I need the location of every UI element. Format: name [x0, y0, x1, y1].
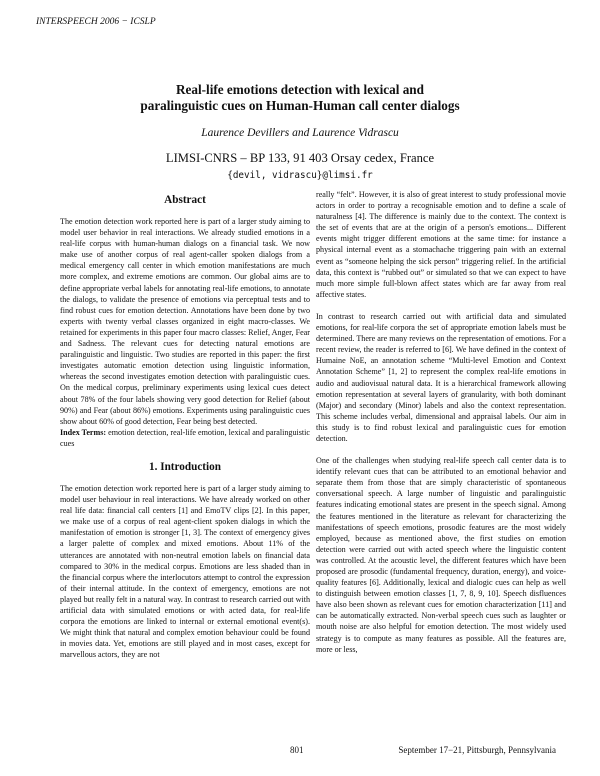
- introduction-text: The emotion detection work reported here is part of a larger study aiming to model user behaviour in real interactions. We have already worked on other real life data: financial call centers [1] and EmoTV clips [2]. In this paper, we make use of a corpus of real agent-client spoken dialogs in which the manifestation of emotion is stronger [1, 3]. The context of emergency gives a larger palette of complex and mixed emotions. About 11% of the utterances are annotated with non-neutral emotion labels on financial data compared to 30% in the medical corpus. Emotions are less shaded than in the financial corpus where the interlocutors attempt to control the expression of their internal attitude. In the context of emergency, emotions are not played but really felt in a natural way. In contrast to research carried out with artificial data with simulated emotions or with acted data, for real-life corpora the emotions are linked to internal or external emotional event(s). We might think that natural and complex emotion behaviour could be found in movies data. Yet, emotions are still played and in most cases, except for marvellous actors, they are not: [60, 483, 310, 660]
- introduction-heading: 1. Introduction: [149, 460, 221, 473]
- title-line-1: Real-life emotions detection with lexical and: [176, 82, 424, 97]
- abstract-heading: Abstract: [164, 194, 206, 206]
- email: {devil, vidrascu}@limsi.fr: [227, 170, 373, 181]
- index-terms: [60, 427, 310, 449]
- right-paragraph-3: One of the challenges when studying real-life speech call center data is to identify relevant cues that can be attributed to an emotional behavior and separate them from those that are simply characteristic of spontaneous conversational speech. A large number of linguistic and paralinguistic features indicating emotional states are present in the speech signal. Among the features mentioned in the literature as relevant for characterizing the manifestations of speech emotions, prosodic features are the most widely employed, because as mentioned above, the first studies on emotion detection were carried out with acted speech where the linguistic content was controlled. At the acoustic level, the different features which have been proposed are prosodic (fundamental frequency, duration, energy), and voice-quality features [6]. Additionally, lexical and dialogic cues can help as well to distinguish between emotion classes [1, 7, 8, 9, 10]. Speech disfluences have also been shown as relevant cues for emotion characterization [11] and can be automatically extracted. Non-verbal speech cues such as laughter or mouth noise are also helpful for emotion detection. The most widely used strategy is to compute as many features as possible. All the features are, more or less,: [316, 456, 566, 654]
- conference-header: INTERSPEECH 2006 − ICSLP: [36, 17, 156, 27]
- authors: Laurence Devillers and Laurence Vidrascu: [201, 127, 399, 139]
- title-line-2: paralinguistic cues on Human-Human call center dialogs: [140, 98, 460, 113]
- paper-title: [0, 82, 600, 114]
- index-terms-label: Index Terms:: [60, 427, 107, 437]
- right-paragraph-1: really “felt”. However, it is also of great interest to study professional movie actors in order to portray a recognisable emotion and to define a scale of naturalness [4]. The difference is mainly due to the context. The context is the set of events that are at the origin of a person's emotions... Different events might trigger different emotions at the same time: for instance a physical internal event as a stomachache triggering pain with an external event as “someone helping the sick person” triggering relief. In the artificial data, this context is “rubbed out” or simulated so that we can expect to have much more simple full-blown affect states which are far away from real affective states.: [316, 190, 566, 299]
- affiliation: LIMSI-CNRS – BP 133, 91 403 Orsay cedex, France: [165, 151, 435, 165]
- left-column: [60, 192, 310, 660]
- right-column: [316, 189, 566, 655]
- footer-date-location: September 17−21, Pittsburgh, Pennsylvania: [398, 745, 556, 755]
- abstract-text: The emotion detection work reported here is part of a larger study aiming to model user behavior in real interactions. We already studied emotions in a real-life corpus with human-human dialogs on a financial task. We now make use of another corpus of real agent-caller spoken dialogs from a medical emergency call center in which emotion manifestations are much more complex, and extreme emotions are common. Our global aims are to define appropriate verbal labels for annotating real-life emotions, to annotate the dialogs, to validate the presence of emotions via perceptual tests and to find robust cues for emotion detection. Annotations have been done by two experts with twenty verbal classes organized in eight macro-classes. We retained for experiments in this paper four macro classes: Relief, Anger, Fear and Sadness. The relevant cues for detecting natural emotions are paralinguistic and linguistic. Two studies are reported in this paper: the first investigates automatic emotion detection using linguistic information, whereas the second investigates emotion detection with paralinguistic cues. On the medical corpus, preliminary experiments using lexical cues detect about 78% of the four labels showing very good detection for Relief (about 90%) and Fear (about 86%) emotions. Experiments using paralinguistic cues show about 60% of good detection, Fear being best detected.: [60, 217, 310, 426]
- right-paragraph-2: In contrast to research carried out with artificial data and simulated emotions, for real-life corpora the set of appropriate emotion labels must be determined. There are many reviews on the representation of emotions. For a recent review, the reader is referred to [6]. We have defined in the context of Humaine NoE, an annotation scheme “Multi-level Emotion and Context Annotation Scheme” [1, 2] to represent the complex real-life emotions in audio and audiovisual natural data. It is a hierarchical framework allowing emotion representation at several layers of granularity, with both dominant (Major) and secondary (Minor) labels and also the context representation. This scheme includes verbal, dimensional and appraisal labels. Our aim in this study is to find robust lexical and paralinguistic cues for emotion detection.: [316, 311, 566, 443]
- index-terms-text: emotion detection, real-life emotion, lexical and paralinguistic cues: [60, 427, 310, 448]
- page-number: 801: [290, 745, 304, 755]
